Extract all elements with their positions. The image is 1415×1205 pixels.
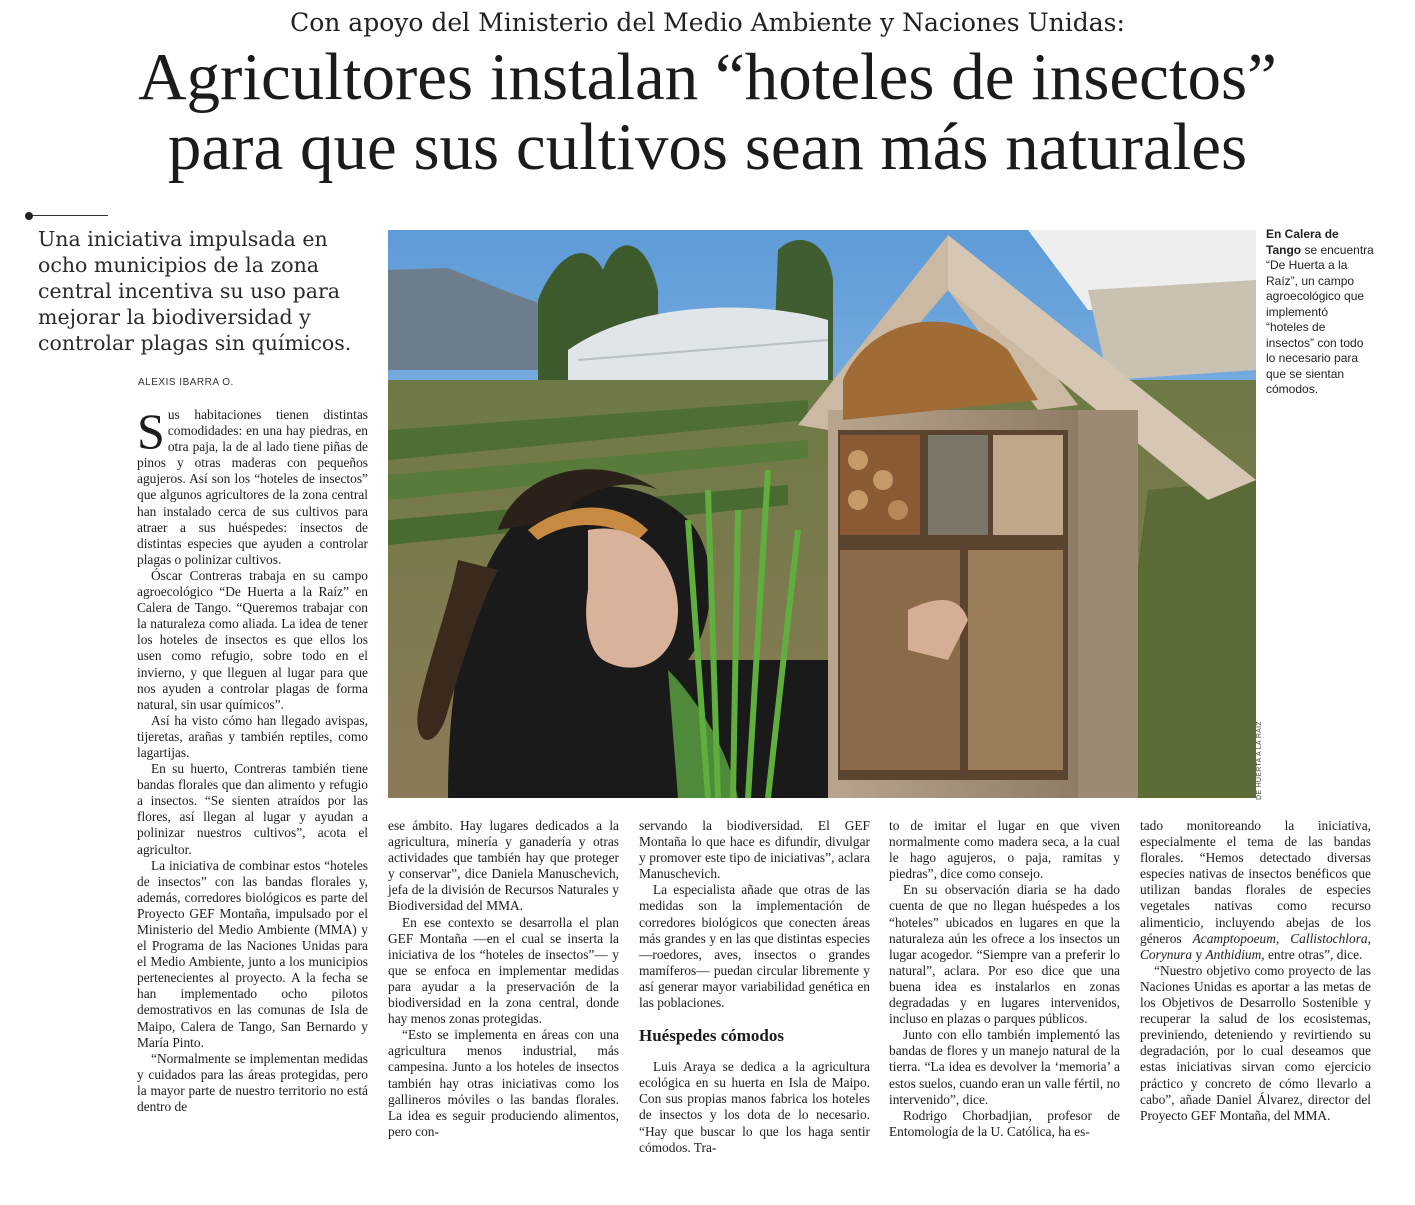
paragraph-5: La iniciativa de combinar estos “hoteles de insectos” con las bandas florales y, además, corredores biológicos es parte del Proyecto GEF Montaña, impulsado por el Ministerio del Medio Ambiente (MMA) y el Programa de las Naciones Unidas para el Medio Ambiente, junto a los municipios pertenecientes al proyecto. A la fecha se han implementado ocho pilotos demostrativos en las comunas de Isla de Maipo, Calera de Tango, San Bernardo y María Pinto. [137, 857, 368, 1050]
subhead: Huéspedes cómodos [639, 1026, 784, 1046]
genus-name: Callistochlora [1290, 930, 1368, 946]
paragraph-7: En ese contexto se desarrolla el plan GEF Montaña —en el cual se inserta la iniciativa de los “hoteles de insectos”— y que se enfoca en implementar medidas para ayudar a la preservación de la biodiversidad en la zona central, donde hay menos zonas protegidas. [388, 914, 619, 1027]
paragraph-3: Así ha visto cómo han llegado avispas, tijeretas, arañas y también reptiles, como lagartijas. [137, 712, 368, 760]
paragraph-13-cont: tado monitoreando la iniciativa, especialmente el tema de las bandas florales. “Hemos detectado diversas especies nativas de insectos benéficos que utilizan bandas florales de especies vegetales nativas como recurso alimenticio, incluyendo abejas de los géneros Acamptopoeum, Callistochlora, Corynura y Anthidium, entre otras”, dice. [1140, 818, 1371, 962]
caption-bold: En Calera de Tango [1266, 227, 1339, 257]
paragraph-8-cont: servando la biodiversidad. El GEF Montaña lo que hace es difundir, divulgar y promover este tipo de iniciativas”, aclara Manuschevich. [639, 818, 870, 882]
column-4 [889, 818, 1120, 1140]
paragraph-10: Luis Araya se dedica a la agricultura ecológica en su huerta en Isla de Maipo. Con sus propias manos fabrica los hoteles de insectos y los dota de lo necesario. “Hay que buscar lo que los haga sentir cómodos. Tra- [639, 1059, 870, 1155]
paragraph-12: Junto con ello también implementó las bandas de flores y un manejo natural de la tierra. “La idea es devolver la ‘memoria’ a estos suelos, cuando eran un valle fértil, no intervenido”, dice. [889, 1027, 1120, 1107]
lede-rule [33, 215, 108, 216]
paragraph-6: “Normalmente se implementan medidas y cuidados para las áreas protegidas, pero la mayor parte de nuestro territorio no está dentro de [137, 1050, 368, 1115]
drop-cap: S [137, 403, 165, 459]
genus-name: Corynura [1140, 946, 1193, 962]
genus-name: Anthidium [1205, 946, 1262, 962]
article-photo [388, 230, 1256, 798]
column-2 [388, 818, 619, 1140]
column-5 [1140, 818, 1371, 1124]
paragraph-6-cont: ese ámbito. Hay lugares dedicados a la agricultura, minería y ganadería y otras actividades que también hay que proteger y conservar”, dice Daniela Manuschevich, jefa de la división de Recursos Naturales y Biodiversidad del MMA. [388, 818, 619, 914]
paragraph-2: Óscar Contreras trabaja en su campo agroecológico “De Huerta a la Raíz” en Calera de Tango. “Queremos trabajar con la naturaleza como aliada. La idea de tener los hoteles de insectos es que ellos los usen como refugio, sobre todo en el invierno, y que lleguen al lugar para que nos ayuden a controlar plagas de forma natural, sin usar químicos”. [137, 567, 368, 712]
headline [0, 42, 1415, 182]
paragraph-13: Rodrigo Chorbadjian, profesor de Entomología de la U. Católica, ha es- [889, 1107, 1120, 1139]
photo-credit: DE HUERTA A LA RAÍZ [1256, 721, 1263, 800]
column-3 [639, 818, 870, 1156]
paragraph-14: “Nuestro objetivo como proyecto de las Naciones Unidas es aportar a las metas de los Objetivos de Desarrollo Sostenible y recuperar la salud de los ecosistemas, previniendo, deteniendo y revirtiendo su degradación, por lo cual deseamos que estas iniciativas sirvan como ejercicio práctico y concreto de cómo llevarlo a cabo”, añade Daniel Álvarez, director del Proyecto GEF Montaña, del MMA. [1140, 962, 1371, 1123]
paragraph-1: Sus habitaciones tienen distintas comodidades: en una hay piedras, en otra paja, la de al lado tiene piñas de pinos y otras maderas con pequeños agujeros. Así son los “hoteles de insectos” que algunos agricultores de la zona central han instalado cerca de sus cultivos para atraer a sus huéspedes: insectos de distintas especies que ayuden a controlar plagas o polinizar cultivos. [137, 403, 368, 567]
genus-name: Acamptopoeum [1192, 930, 1276, 946]
headline-line-1: Agricultores instalan “hoteles de insectos” [138, 40, 1277, 114]
paragraph-10-cont: to de imitar el lugar en que viven normalmente como madera seca, a la cual le hago agujeros, o paja, ramitas y piedras”, dice como consejo. [889, 818, 1120, 882]
byline: ALEXIS IBARRA O. [138, 377, 234, 388]
paragraph-8: “Esto se implementa en áreas con una agricultura menos industrial, más campesina. Junto a los hoteles de insectos también hay otras iniciativas como los gallineros móviles o las bandas florales. La idea es seguir produciendo alimentos, pero con- [388, 1027, 619, 1139]
paragraph-4: En su huerto, Contreras también tiene bandas florales que dan alimento y refugio a insectos. “Se sienten atraídos por las flores, así llegan al lugar y ayudan a polinizar nuestros cultivos”, acota el agricultor. [137, 761, 368, 857]
paragraph-9: La especialista añade que otras de las medidas son la implementación de corredores biológicos que conecten áreas más grandes y en las que distintas especies —roedores, aves, insectos o grandes mamíferos— puedan circular libremente y así generar mayor variabilidad genética en las poblaciones. [639, 882, 870, 1011]
caption-text: se encuentra “De Huerta a la Raíz”, un campo agroecológico que implementó “hoteles de insectos” con todo lo necesario para que se sientan cómodos. [1266, 242, 1374, 396]
lede: Una iniciativa impulsada en ocho municipios de la zona central incentiva su uso para mejorar la biodiversidad y controlar plagas sin químicos. [38, 227, 352, 355]
kicker: Con apoyo del Ministerio del Medio Ambiente y Naciones Unidas: [290, 8, 1125, 37]
photo-caption [1266, 227, 1374, 398]
paragraph-11: En su observación diaria se ha dado cuenta de que no llegan huéspedes a los “hoteles” ubicados en lugares en que la naturaleza aún les ofrece a los insectos un lugar acogedor. “Siempre van a preferir lo natural”, aclara. Por eso dice que una buena idea es instalarlos en zonas degradadas y en lugares intervenidos, incluso en plazas o parques públicos. [889, 882, 1120, 1027]
lede-rule-dot [25, 212, 33, 220]
column-1 [137, 403, 368, 1115]
insect-hotel-photo [388, 230, 1256, 798]
headline-line-2: para que sus cultivos sean más naturales [167, 110, 1248, 184]
